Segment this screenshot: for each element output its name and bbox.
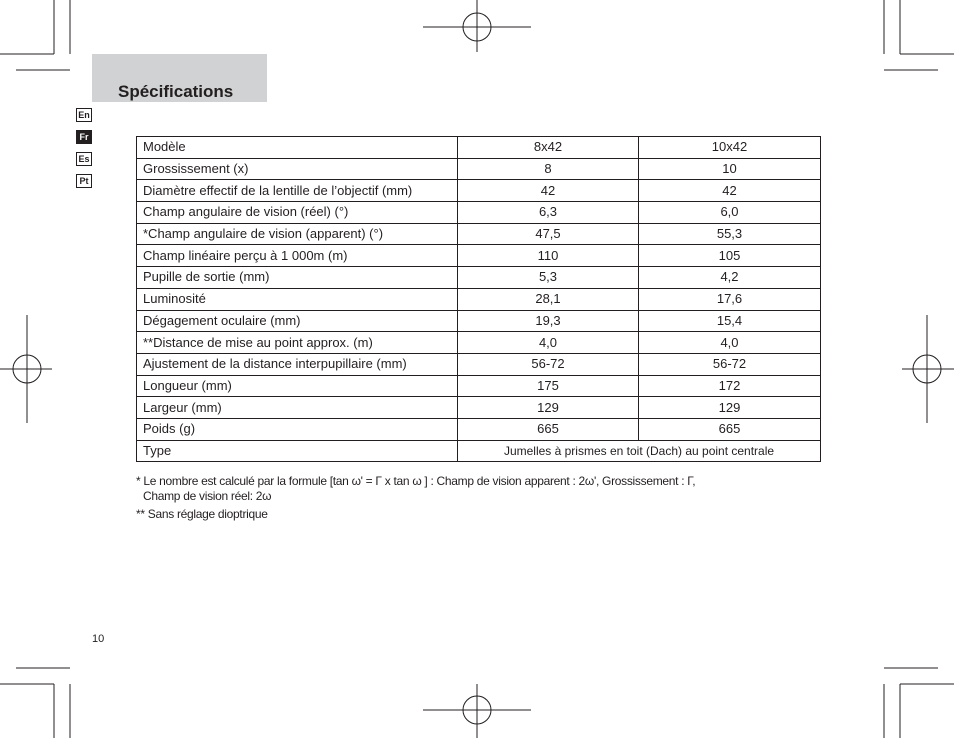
table-row [137, 418, 821, 440]
table-row [137, 202, 821, 224]
row-value-8x42: 110 [458, 245, 639, 267]
table-row [137, 397, 821, 419]
footnote-1-line-1: * Le nombre est calculé par la formule [tan ω' = Γ x tan ω ] : Champ de vision apparent : 2ω', Grossissement : Γ, [136, 474, 696, 488]
table-row [137, 158, 821, 180]
row-value-8x42: 42 [458, 180, 639, 202]
row-label: Longueur (mm) [137, 375, 458, 397]
row-value-10x42: 129 [639, 397, 821, 419]
table-row [137, 223, 821, 245]
table-row [137, 375, 821, 397]
lang-tab-en: En [76, 108, 92, 122]
row-label: Diamètre effectif de la lentille de l’objectif (mm) [137, 180, 458, 202]
page-title: Spécifications [118, 82, 234, 101]
row-label: Largeur (mm) [137, 397, 458, 419]
table-row [137, 310, 821, 332]
row-value-10x42: 10 [639, 158, 821, 180]
row-value-10x42: 6,0 [639, 202, 821, 224]
row-value-8x42: 47,5 [458, 223, 639, 245]
header-model-8x42: 8x42 [458, 137, 639, 159]
row-value-10x42: 105 [639, 245, 821, 267]
row-value-8x42: 19,3 [458, 310, 639, 332]
row-label: *Champ angulaire de vision (apparent) (°) [137, 223, 458, 245]
table-row [137, 288, 821, 310]
row-label: Ajustement de la distance interpupillaire (mm) [137, 353, 458, 375]
header-model-10x42: 10x42 [639, 137, 821, 159]
row-label: Champ linéaire perçu à 1 000m (m) [137, 245, 458, 267]
row-value-10x42: 42 [639, 180, 821, 202]
row-value-8x42: 8 [458, 158, 639, 180]
specifications-table [136, 136, 821, 462]
row-value-8x42: 665 [458, 418, 639, 440]
footnote-1-line-2: Champ de vision réel: 2ω [143, 489, 272, 503]
lang-tab-fr: Fr [76, 130, 92, 144]
row-value-8x42: 28,1 [458, 288, 639, 310]
lang-tab-es: Es [76, 152, 92, 166]
table-row [137, 245, 821, 267]
row-label: Type [137, 440, 458, 462]
table-header-row [137, 137, 821, 159]
table-row-type [137, 440, 821, 462]
row-label: **Distance de mise au point approx. (m) [137, 332, 458, 354]
page-number: 10 [92, 633, 105, 645]
row-value-10x42: 17,6 [639, 288, 821, 310]
row-value-8x42: 5,3 [458, 267, 639, 289]
row-value-10x42: 4,2 [639, 267, 821, 289]
footnotes [136, 474, 836, 522]
row-label: Pupille de sortie (mm) [137, 267, 458, 289]
row-value-10x42: 15,4 [639, 310, 821, 332]
row-label: Poids (g) [137, 418, 458, 440]
row-value-10x42: 665 [639, 418, 821, 440]
row-label: Grossissement (x) [137, 158, 458, 180]
row-label: Luminosité [137, 288, 458, 310]
row-value-8x42: 6,3 [458, 202, 639, 224]
table-row [137, 180, 821, 202]
row-value-8x42: 175 [458, 375, 639, 397]
header-model-label: Modèle [137, 137, 458, 159]
row-value-10x42: 172 [639, 375, 821, 397]
lang-tab-pt: Pt [76, 174, 92, 188]
row-value-8x42: 4,0 [458, 332, 639, 354]
row-value-10x42: 4,0 [639, 332, 821, 354]
row-value-type: Jumelles à prismes en toit (Dach) au point centrale [458, 440, 821, 462]
row-label: Dégagement oculaire (mm) [137, 310, 458, 332]
row-value-10x42: 56-72 [639, 353, 821, 375]
row-value-8x42: 56-72 [458, 353, 639, 375]
row-value-10x42: 55,3 [639, 223, 821, 245]
row-label: Champ angulaire de vision (réel) (°) [137, 202, 458, 224]
row-value-8x42: 129 [458, 397, 639, 419]
table-row [137, 353, 821, 375]
footnote-2: ** Sans réglage dioptrique [136, 507, 268, 521]
table-row [137, 332, 821, 354]
table-row [137, 267, 821, 289]
